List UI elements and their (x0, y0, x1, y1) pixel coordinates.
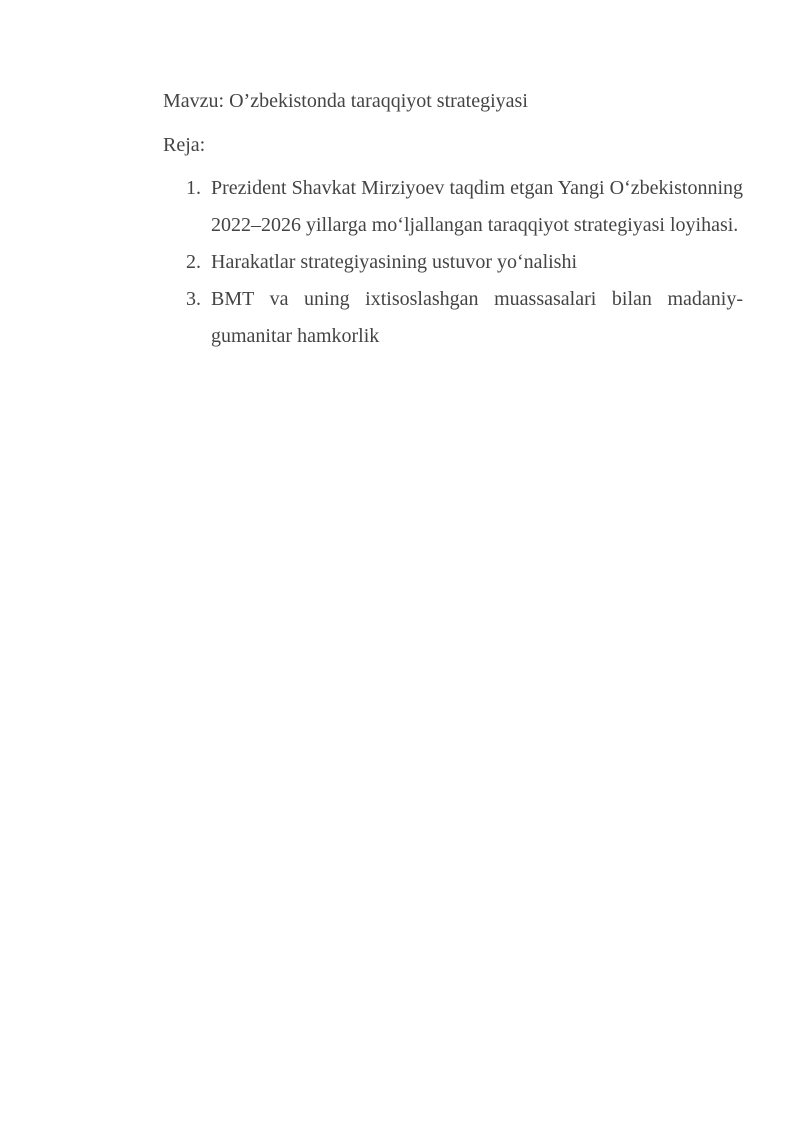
plan-item-text: Harakatlar strategiyasining ustuvor yo‘nalishi (211, 251, 578, 273)
plan-item-text: Prezident Shavkat Mirziyoev taqdim etgan Yangi O‘zbekistonning 2022–2026 yillarga mo‘ljallangan taraqqiyot strategiyasi loyihasi. (211, 177, 743, 236)
plan-item (163, 170, 743, 244)
plan-label: Reja: (163, 134, 206, 156)
plan-item (163, 281, 743, 355)
plan-item (163, 244, 743, 281)
plan-item-text: BMT va uning ixtisoslashgan muassasalari bilan madaniy-gumanitar hamkorlik (211, 288, 743, 347)
topic-line: Mavzu: O’zbekistonda taraqqiyot strategiyasi (163, 90, 528, 112)
document-content (163, 86, 743, 355)
plan-item-number: 1. (186, 177, 201, 199)
plan-item-number: 2. (186, 251, 201, 273)
plan-item-number: 3. (186, 288, 201, 310)
plan-list (163, 170, 743, 355)
